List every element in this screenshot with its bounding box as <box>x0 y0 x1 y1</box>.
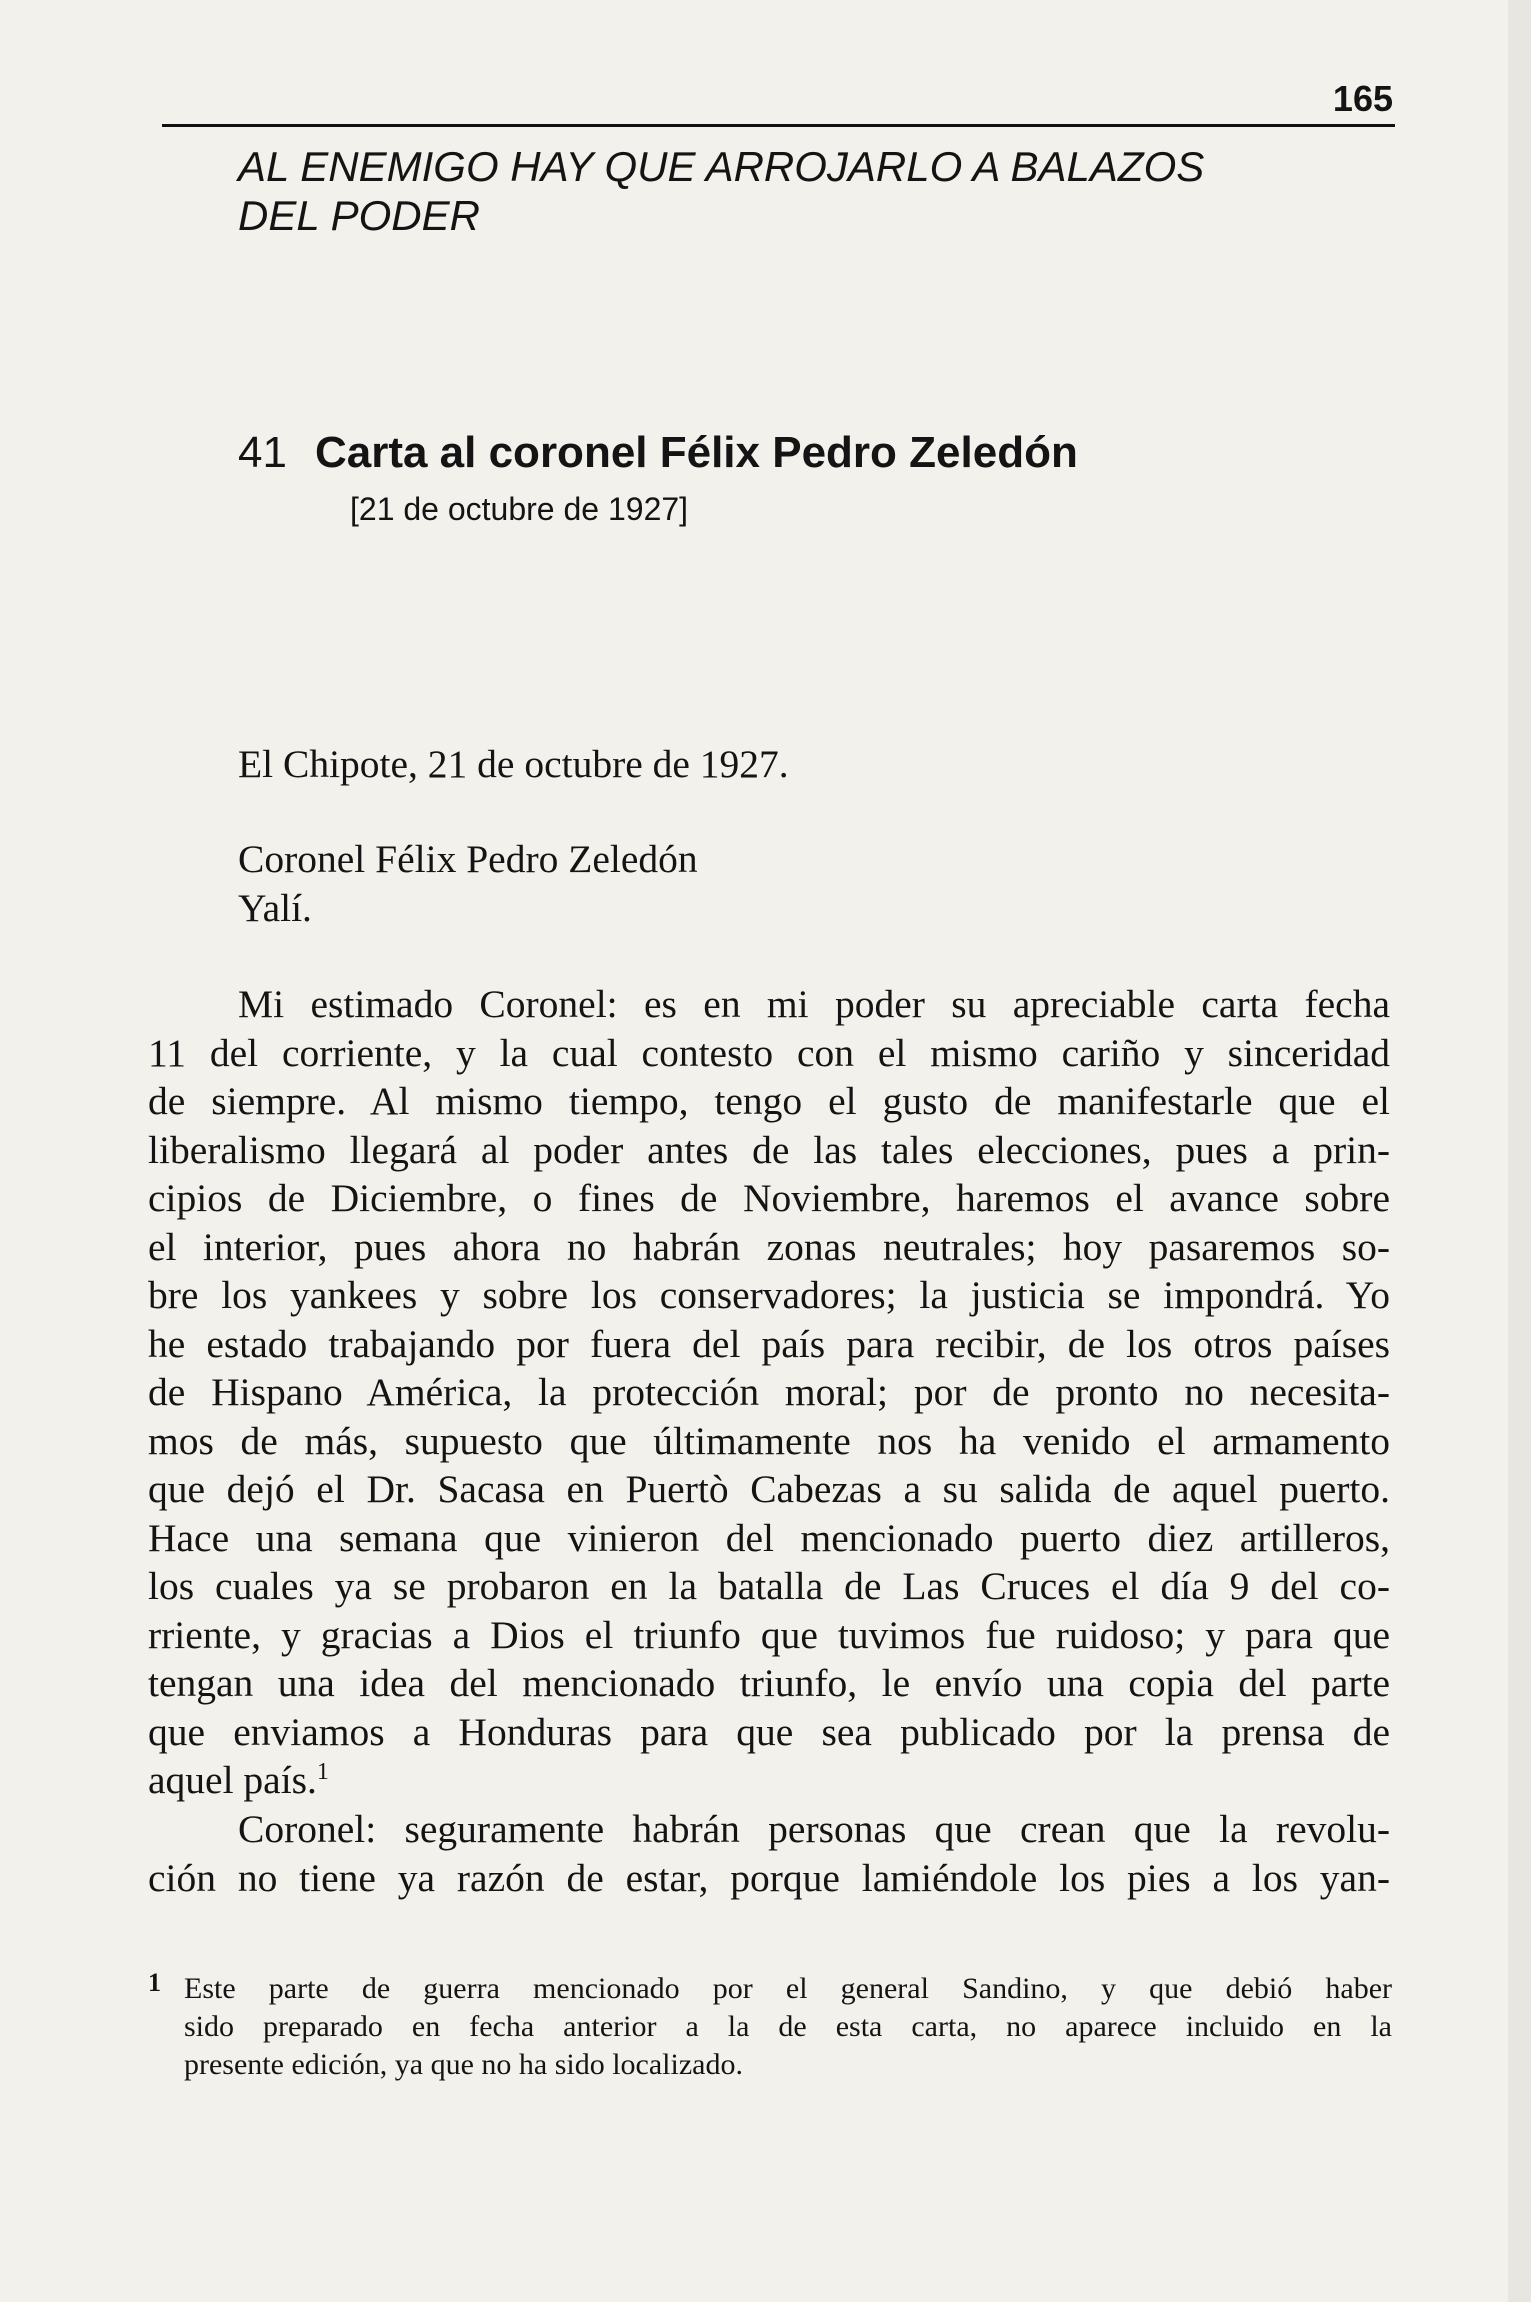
footnote-marker: 1 <box>148 1968 161 1997</box>
letter-addressee <box>238 835 1480 932</box>
text-line: Mi estimado Coronel: es en mi poder su apreciable carta fecha <box>238 982 1390 1026</box>
running-title-line: DEL PODER <box>238 192 480 239</box>
text-line: 11 del corriente, y la cual contesto con el mismo cariño y sinceridad <box>148 1030 1390 1075</box>
text-line: cipios de Diciembre, o fines de Noviembre, haremos el avance sobre <box>148 1176 1390 1220</box>
footnote <box>148 1970 1392 2084</box>
letter-paragraph <box>148 980 1390 1805</box>
chapter-title: Carta al coronel Félix Pedro Zeledón <box>314 428 1078 477</box>
text-line: he estado trabajando por fuera del país para recibir, de los otros países <box>148 1321 1390 1366</box>
letter-place-date: El Chipote, 21 de octubre de 1927. <box>238 742 789 786</box>
footnote-line: sido preparado en fecha anterior a la de esta carta, no aparece incluido en la <box>184 2010 1392 2043</box>
addressee-name: Coronel Félix Pedro Zeledón <box>238 837 698 881</box>
addressee-place: Yalí. <box>238 885 312 930</box>
running-title <box>238 142 1338 240</box>
text-line: liberalismo llegará al poder antes de las tales elecciones, pues a prin- <box>148 1127 1390 1172</box>
chapter-date: [21 de octubre de 1927] <box>350 491 689 527</box>
footnote-line: presente edición, ya que no ha sido localizado. <box>184 2048 743 2081</box>
text-line: que enviamos a Honduras para que sea publicado por la prensa de <box>148 1709 1390 1754</box>
text-line: el interior, pues ahora no habrán zonas neutrales; hoy pasaremos so- <box>148 1224 1390 1269</box>
text-line: bre los yankees y sobre los conservadores; la justicia se impondrá. Yo <box>148 1273 1390 1317</box>
text-line: ción no tiene ya razón de estar, porque lamiéndole los pies a los yan- <box>148 1855 1390 1900</box>
header-rule <box>162 124 1395 127</box>
text-line: tengan una idea del mencionado triunfo, le envío una copia del parte <box>148 1661 1390 1705</box>
text-line: de Hispano América, la protección moral; por de pronto no necesita- <box>148 1370 1390 1414</box>
text-line: rriente, y gracias a Dios el triunfo que tuvimos fue ruidoso; y para que <box>148 1612 1390 1657</box>
text-line: Coronel: seguramente habrán personas que crean que la revolu- <box>238 1807 1390 1851</box>
scan-edge-shadow <box>1508 0 1531 2302</box>
text-line: mos de más, supuesto que últimamente nos ha venido el armamento <box>148 1418 1390 1463</box>
text-fragment: aquel país. <box>148 1758 317 1802</box>
chapter-number: 41 <box>238 428 287 477</box>
chapter-heading <box>238 428 1078 478</box>
footnote-line: Este parte de guerra mencionado por el general Sandino, y que debió haber <box>184 1972 1392 2005</box>
letter-paragraph <box>148 1805 1390 1902</box>
footnote-reference[interactable]: 1 <box>316 1758 329 1785</box>
text-line: Hace una semana que vinieron del mencionado puerto diez artilleros, <box>148 1515 1390 1560</box>
text-line: que dejó el Dr. Sacasa en Puertò Cabezas a su salida de aquel puerto. <box>148 1467 1390 1511</box>
text-line <box>148 1756 1390 1805</box>
text-line: de siempre. Al mismo tiempo, tengo el gusto de manifestarle que el <box>148 1079 1390 1123</box>
running-title-line: AL ENEMIGO HAY QUE ARROJARLO A BALAZOS <box>238 143 1205 190</box>
text-line: los cuales ya se probaron en la batalla de Las Cruces el día 9 del co- <box>148 1564 1390 1608</box>
page-number: 165 <box>1332 78 1393 119</box>
